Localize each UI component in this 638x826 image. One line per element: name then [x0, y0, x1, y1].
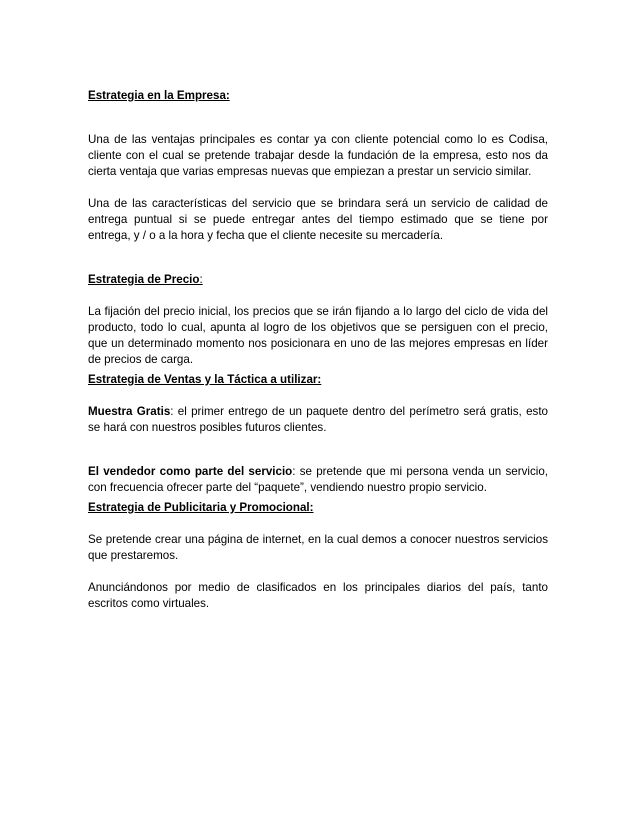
heading-precio-text: Estrategia de Precio [88, 273, 200, 286]
paragraph-publicitaria-clasificados: Anunciándonos por medio de clasificados en los principales diarios del país, tanto escritos como virtuales. [88, 581, 548, 610]
vendedor-servicio-text: : se pretende que mi persona venda un servicio, con frecuencia ofrecer parte del “paquete”, vendiendo nuestro propio servicio. [88, 465, 549, 494]
heading-precio-colon: : [199, 273, 203, 286]
paragraph-muestra-gratis [88, 404, 548, 436]
muestra-gratis-text: : el primer entrego de un paquete dentro del perímetro será gratis, esto se hará con nuestros posibles futuros clientes. [88, 405, 548, 434]
heading-estrategia-publicitaria: Estrategia de Publicitaria y Promocional: [88, 501, 314, 514]
paragraph-vendedor-servicio [88, 464, 548, 496]
document-page [88, 88, 548, 612]
muestra-gratis-lead: Muestra Gratis [88, 405, 171, 418]
vendedor-servicio-lead: El vendedor como parte del servicio [88, 465, 293, 478]
paragraph-empresa-caracteristicas: Una de las características del servicio que se brindara será un servicio de calidad de entrega puntual si se puede entregar antes del tiempo estimado que se tiene por entrega, y / o a la hora y fecha que el cliente necesite su mercadería. [88, 197, 548, 242]
paragraph-empresa-ventaja: Una de las ventajas principales es contar ya con cliente potencial como lo es Codisa, cliente con el cual se pretende trabajar desde la fundación de la empresa, esto nos da cierta ventaja que varias empresas nuevas que empiezan a prestar un servicio similar. [88, 133, 548, 178]
heading-estrategia-precio [88, 272, 548, 288]
heading-estrategia-ventas: Estrategia de Ventas y la Táctica a utilizar: [88, 373, 322, 386]
heading-estrategia-empresa: Estrategia en la Empresa: [88, 89, 230, 102]
paragraph-precio-fijacion: La fijación del precio inicial, los precios que se irán fijando a lo largo del ciclo de vida del producto, todo lo cual, apunta al logro de los objetivos que se persiguen con el precio, que un determinado momento nos posicionara en uno de las mejores empresas en líder de precios de carga. [88, 305, 548, 366]
paragraph-publicitaria-internet: Se pretende crear una página de internet, en la cual demos a conocer nuestros servicios que prestaremos. [88, 533, 548, 562]
